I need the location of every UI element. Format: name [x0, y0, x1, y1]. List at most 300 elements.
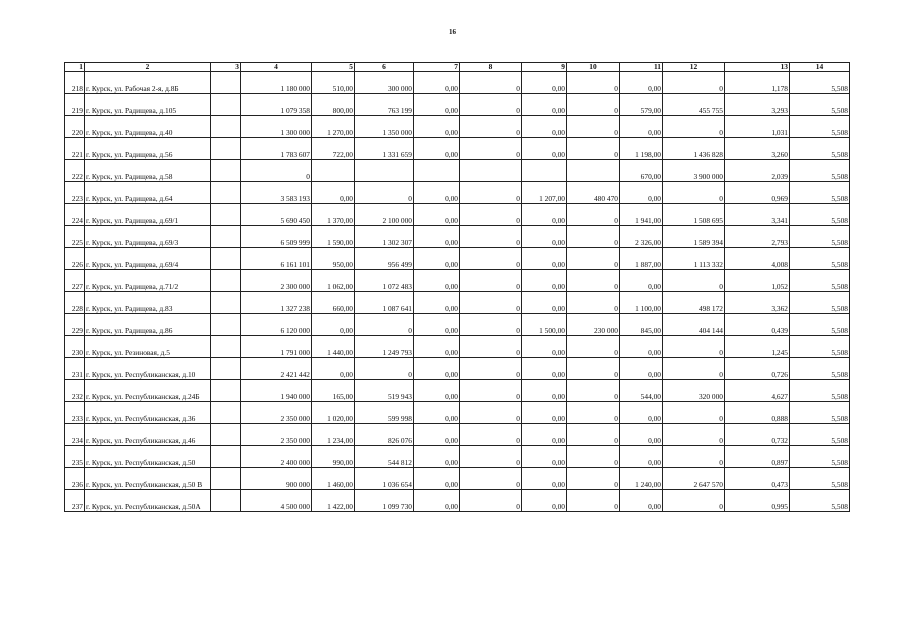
value-cell: 0 [460, 204, 522, 226]
header-row [65, 63, 850, 72]
value-cell: 5,508 [790, 314, 850, 336]
value-cell: 0 [663, 358, 725, 380]
header-cell: 6 [355, 63, 414, 72]
row-index-cell: 221 [65, 138, 85, 160]
header-cell: 3 [211, 63, 241, 72]
value-cell: 0,897 [725, 446, 790, 468]
value-cell: 0,00 [414, 446, 460, 468]
table-row [65, 72, 850, 94]
value-cell: 1 508 695 [663, 204, 725, 226]
value-cell: 0 [663, 490, 725, 512]
value-cell: 0 [567, 72, 620, 94]
header-cell: 2 [85, 63, 211, 72]
value-cell: 0 [567, 116, 620, 138]
data-table [64, 62, 850, 512]
value-cell: 1 436 828 [663, 138, 725, 160]
value-cell [211, 248, 241, 270]
value-cell: 0,00 [522, 358, 567, 380]
row-index-cell: 225 [65, 226, 85, 248]
address-cell: г. Курск, ул. Радищева, д.69/4 [85, 248, 211, 270]
value-cell: 763 199 [355, 94, 414, 116]
value-cell: 1 791 000 [241, 336, 312, 358]
value-cell: 0,00 [414, 72, 460, 94]
value-cell: 1 590,00 [312, 226, 355, 248]
value-cell: 0 [567, 292, 620, 314]
value-cell: 0 [355, 314, 414, 336]
value-cell: 950,00 [312, 248, 355, 270]
value-cell: 0,00 [620, 270, 663, 292]
value-cell: 0,439 [725, 314, 790, 336]
value-cell: 1 270,00 [312, 116, 355, 138]
value-cell: 4,627 [725, 380, 790, 402]
value-cell: 5,508 [790, 160, 850, 182]
value-cell: 1 327 238 [241, 292, 312, 314]
value-cell: 1 350 000 [355, 116, 414, 138]
value-cell [211, 160, 241, 182]
value-cell [567, 160, 620, 182]
value-cell: 1 020,00 [312, 402, 355, 424]
value-cell: 5,508 [790, 490, 850, 512]
value-cell [211, 424, 241, 446]
value-cell: 5,508 [790, 380, 850, 402]
value-cell: 0,00 [522, 248, 567, 270]
row-index-cell: 229 [65, 314, 85, 336]
value-cell: 544 812 [355, 446, 414, 468]
value-cell [211, 270, 241, 292]
value-cell: 1 180 000 [241, 72, 312, 94]
value-cell: 3,293 [725, 94, 790, 116]
value-cell: 0,00 [312, 182, 355, 204]
value-cell: 1 234,00 [312, 424, 355, 446]
value-cell: 1 062,00 [312, 270, 355, 292]
value-cell: 0 [567, 490, 620, 512]
value-cell: 0,00 [414, 358, 460, 380]
value-cell [460, 160, 522, 182]
address-cell: г. Курск, ул. Радищева, д.71/2 [85, 270, 211, 292]
value-cell: 0 [460, 380, 522, 402]
value-cell [211, 138, 241, 160]
value-cell: 2 421 442 [241, 358, 312, 380]
value-cell: 0,00 [522, 138, 567, 160]
value-cell: 1 783 607 [241, 138, 312, 160]
value-cell: 670,00 [620, 160, 663, 182]
value-cell: 0,00 [414, 468, 460, 490]
value-cell: 0 [567, 336, 620, 358]
value-cell: 1,052 [725, 270, 790, 292]
value-cell: 0 [567, 424, 620, 446]
value-cell: 230 000 [567, 314, 620, 336]
value-cell: 900 000 [241, 468, 312, 490]
address-cell: г. Курск, ул. Радищева, д.40 [85, 116, 211, 138]
header-cell: 7 [414, 63, 460, 72]
value-cell: 0,00 [312, 358, 355, 380]
value-cell: 0 [567, 248, 620, 270]
table-row [65, 160, 850, 182]
value-cell: 0,00 [312, 314, 355, 336]
value-cell: 0,00 [620, 336, 663, 358]
value-cell: 5,508 [790, 446, 850, 468]
value-cell: 6 161 101 [241, 248, 312, 270]
table-row [65, 182, 850, 204]
value-cell [211, 446, 241, 468]
value-cell [211, 182, 241, 204]
value-cell [211, 94, 241, 116]
value-cell: 3 900 000 [663, 160, 725, 182]
table-row [65, 204, 850, 226]
value-cell: 0,00 [414, 94, 460, 116]
value-cell: 0 [460, 490, 522, 512]
value-cell: 6 120 000 [241, 314, 312, 336]
value-cell: 5,508 [790, 402, 850, 424]
value-cell: 0,00 [414, 490, 460, 512]
table-row [65, 358, 850, 380]
value-cell: 0,00 [414, 402, 460, 424]
value-cell: 0,00 [522, 402, 567, 424]
row-index-cell: 236 [65, 468, 85, 490]
value-cell: 0 [567, 380, 620, 402]
value-cell: 2 350 000 [241, 402, 312, 424]
value-cell: 0,00 [522, 72, 567, 94]
value-cell: 0 [663, 270, 725, 292]
row-index-cell: 232 [65, 380, 85, 402]
value-cell: 1 207,00 [522, 182, 567, 204]
value-cell: 0,00 [414, 424, 460, 446]
table-row [65, 116, 850, 138]
address-cell: г. Курск, ул. Радищева, д.58 [85, 160, 211, 182]
value-cell: 845,00 [620, 314, 663, 336]
value-cell: 0 [460, 72, 522, 94]
header-cell: 5 [312, 63, 355, 72]
value-cell: 1 460,00 [312, 468, 355, 490]
value-cell: 0 [567, 358, 620, 380]
value-cell: 599 998 [355, 402, 414, 424]
value-cell: 0 [663, 402, 725, 424]
value-cell: 3 583 193 [241, 182, 312, 204]
table-row [65, 424, 850, 446]
address-cell: г. Курск, ул. Республиканская, д.10 [85, 358, 211, 380]
value-cell: 0,00 [522, 336, 567, 358]
table-row [65, 94, 850, 116]
value-cell: 0 [567, 270, 620, 292]
value-cell: 1 589 394 [663, 226, 725, 248]
value-cell: 2 400 000 [241, 446, 312, 468]
value-cell: 0,00 [414, 270, 460, 292]
value-cell: 0,00 [620, 446, 663, 468]
value-cell: 3,341 [725, 204, 790, 226]
value-cell: 498 172 [663, 292, 725, 314]
address-cell: г. Курск, ул. Радищева, д.56 [85, 138, 211, 160]
value-cell: 0,00 [620, 72, 663, 94]
page-number: 16 [449, 28, 456, 36]
value-cell [522, 160, 567, 182]
value-cell [211, 72, 241, 94]
header-cell: 1 [65, 63, 85, 72]
value-cell: 0,00 [522, 468, 567, 490]
table-row [65, 270, 850, 292]
address-cell: г. Курск, ул. Республиканская, д.24Б [85, 380, 211, 402]
value-cell: 0,00 [414, 336, 460, 358]
value-cell: 0,00 [414, 204, 460, 226]
value-cell: 0,888 [725, 402, 790, 424]
header-cell: 9 [522, 63, 567, 72]
value-cell: 0,00 [522, 446, 567, 468]
header-cell: 8 [460, 63, 522, 72]
value-cell [211, 358, 241, 380]
row-index-cell: 237 [65, 490, 85, 512]
value-cell [211, 402, 241, 424]
value-cell: 0 [663, 116, 725, 138]
table-row [65, 336, 850, 358]
value-cell: 300 000 [355, 72, 414, 94]
value-cell: 3,362 [725, 292, 790, 314]
header-cell: 10 [567, 63, 620, 72]
value-cell: 0,00 [620, 490, 663, 512]
address-cell: г. Курск, ул. Республиканская, д.50 В [85, 468, 211, 490]
value-cell: 0,00 [522, 116, 567, 138]
value-cell: 5,508 [790, 424, 850, 446]
value-cell: 404 144 [663, 314, 725, 336]
value-cell: 0,00 [620, 358, 663, 380]
value-cell: 1 500,00 [522, 314, 567, 336]
table-row [65, 490, 850, 512]
value-cell: 0,00 [522, 226, 567, 248]
address-cell: г. Курск, ул. Радищева, д.105 [85, 94, 211, 116]
value-cell: 0,00 [414, 116, 460, 138]
value-cell [211, 490, 241, 512]
value-cell: 5,508 [790, 226, 850, 248]
value-cell: 0 [460, 94, 522, 116]
value-cell: 0 [460, 424, 522, 446]
value-cell: 1 941,00 [620, 204, 663, 226]
value-cell: 2 350 000 [241, 424, 312, 446]
value-cell: 510,00 [312, 72, 355, 94]
value-cell: 1 302 307 [355, 226, 414, 248]
value-cell: 1 072 483 [355, 270, 414, 292]
value-cell: 0,969 [725, 182, 790, 204]
address-cell: г. Курск, ул. Рабочая 2-я, д.8Б [85, 72, 211, 94]
value-cell: 0 [567, 468, 620, 490]
value-cell: 2,793 [725, 226, 790, 248]
value-cell: 0 [567, 446, 620, 468]
value-cell: 544,00 [620, 380, 663, 402]
address-cell: г. Курск, ул. Радищева, д.69/1 [85, 204, 211, 226]
value-cell: 0 [460, 446, 522, 468]
value-cell: 5,508 [790, 468, 850, 490]
value-cell: 0,00 [414, 380, 460, 402]
value-cell: 0 [567, 94, 620, 116]
value-cell: 0,00 [414, 226, 460, 248]
value-cell: 0 [460, 116, 522, 138]
value-cell: 2 300 000 [241, 270, 312, 292]
value-cell: 5,508 [790, 248, 850, 270]
value-cell: 5,508 [790, 358, 850, 380]
value-cell: 0 [460, 138, 522, 160]
value-cell: 480 470 [567, 182, 620, 204]
value-cell: 2 100 000 [355, 204, 414, 226]
value-cell: 0,00 [414, 182, 460, 204]
value-cell: 2 326,00 [620, 226, 663, 248]
value-cell: 5,508 [790, 292, 850, 314]
value-cell: 0,00 [522, 380, 567, 402]
value-cell: 1 370,00 [312, 204, 355, 226]
address-cell: г. Курск, ул. Радищева, д.83 [85, 292, 211, 314]
value-cell: 4 500 000 [241, 490, 312, 512]
value-cell: 4,008 [725, 248, 790, 270]
value-cell: 826 076 [355, 424, 414, 446]
value-cell: 2 647 570 [663, 468, 725, 490]
table-row [65, 468, 850, 490]
value-cell: 0 [355, 358, 414, 380]
row-index-cell: 226 [65, 248, 85, 270]
value-cell: 0 [663, 72, 725, 94]
value-cell: 0 [663, 336, 725, 358]
value-cell [312, 160, 355, 182]
value-cell: 0 [663, 182, 725, 204]
address-cell: г. Курск, ул. Радищева, д.69/3 [85, 226, 211, 248]
row-index-cell: 222 [65, 160, 85, 182]
value-cell: 1,031 [725, 116, 790, 138]
row-index-cell: 228 [65, 292, 85, 314]
header-cell: 14 [790, 63, 850, 72]
address-cell: г. Курск, ул. Резиновая, д.5 [85, 336, 211, 358]
table-row [65, 380, 850, 402]
address-cell: г. Курск, ул. Республиканская, д.46 [85, 424, 211, 446]
value-cell: 1 087 641 [355, 292, 414, 314]
header-cell: 12 [663, 63, 725, 72]
table-row [65, 446, 850, 468]
value-cell: 0 [663, 446, 725, 468]
value-cell: 0 [241, 160, 312, 182]
value-cell: 0 [567, 226, 620, 248]
value-cell: 722,00 [312, 138, 355, 160]
value-cell: 800,00 [312, 94, 355, 116]
value-cell: 0,00 [522, 490, 567, 512]
value-cell: 5,508 [790, 182, 850, 204]
value-cell: 0 [567, 138, 620, 160]
value-cell: 2,039 [725, 160, 790, 182]
value-cell: 1 036 654 [355, 468, 414, 490]
value-cell [211, 116, 241, 138]
row-index-cell: 223 [65, 182, 85, 204]
value-cell: 1 100,00 [620, 292, 663, 314]
value-cell: 0,726 [725, 358, 790, 380]
value-cell: 1 198,00 [620, 138, 663, 160]
value-cell: 1 887,00 [620, 248, 663, 270]
address-cell: г. Курск, ул. Радищева, д.64 [85, 182, 211, 204]
row-index-cell: 235 [65, 446, 85, 468]
value-cell: 3,260 [725, 138, 790, 160]
value-cell: 1 440,00 [312, 336, 355, 358]
value-cell: 990,00 [312, 446, 355, 468]
value-cell: 1 422,00 [312, 490, 355, 512]
value-cell [355, 160, 414, 182]
value-cell: 0,00 [522, 270, 567, 292]
value-cell: 5 690 450 [241, 204, 312, 226]
value-cell: 5,508 [790, 94, 850, 116]
row-index-cell: 230 [65, 336, 85, 358]
value-cell: 1,178 [725, 72, 790, 94]
value-cell: 956 499 [355, 248, 414, 270]
value-cell: 1 331 659 [355, 138, 414, 160]
value-cell: 5,508 [790, 72, 850, 94]
value-cell: 0,732 [725, 424, 790, 446]
value-cell [211, 204, 241, 226]
value-cell: 5,508 [790, 116, 850, 138]
value-cell: 0,00 [620, 402, 663, 424]
value-cell: 0,00 [522, 94, 567, 116]
row-index-cell: 219 [65, 94, 85, 116]
value-cell: 1 300 000 [241, 116, 312, 138]
table-row [65, 314, 850, 336]
table-row [65, 226, 850, 248]
address-cell: г. Курск, ул. Республиканская, д.50А [85, 490, 211, 512]
value-cell [211, 292, 241, 314]
value-cell: 5,508 [790, 270, 850, 292]
value-cell: 0,00 [414, 248, 460, 270]
row-index-cell: 231 [65, 358, 85, 380]
value-cell [414, 160, 460, 182]
value-cell: 5,508 [790, 138, 850, 160]
row-index-cell: 218 [65, 72, 85, 94]
value-cell: 0,473 [725, 468, 790, 490]
value-cell: 1 940 000 [241, 380, 312, 402]
value-cell: 0 [460, 336, 522, 358]
table-row [65, 292, 850, 314]
value-cell: 0 [460, 226, 522, 248]
value-cell: 0,00 [522, 424, 567, 446]
value-cell [211, 314, 241, 336]
value-cell: 165,00 [312, 380, 355, 402]
value-cell [211, 468, 241, 490]
value-cell: 0 [663, 424, 725, 446]
value-cell: 660,00 [312, 292, 355, 314]
value-cell: 0 [355, 182, 414, 204]
value-cell [211, 226, 241, 248]
value-cell: 519 943 [355, 380, 414, 402]
value-cell: 0,995 [725, 490, 790, 512]
value-cell: 0,00 [414, 292, 460, 314]
row-index-cell: 233 [65, 402, 85, 424]
table-row [65, 138, 850, 160]
row-index-cell: 227 [65, 270, 85, 292]
header-cell: 11 [620, 63, 663, 72]
value-cell: 0,00 [522, 204, 567, 226]
value-cell: 0 [460, 358, 522, 380]
value-cell: 5,508 [790, 204, 850, 226]
value-cell: 320 000 [663, 380, 725, 402]
address-cell: г. Курск, ул. Радищева, д.86 [85, 314, 211, 336]
value-cell [211, 380, 241, 402]
value-cell: 0 [460, 182, 522, 204]
address-cell: г. Курск, ул. Республиканская, д.50 [85, 446, 211, 468]
value-cell: 1 240,00 [620, 468, 663, 490]
table-body [65, 72, 850, 512]
value-cell: 1 113 332 [663, 248, 725, 270]
value-cell: 6 509 999 [241, 226, 312, 248]
value-cell: 0 [460, 468, 522, 490]
table-row [65, 402, 850, 424]
value-cell: 0 [567, 204, 620, 226]
value-cell: 579,00 [620, 94, 663, 116]
value-cell: 0,00 [522, 292, 567, 314]
value-cell: 0,00 [620, 182, 663, 204]
row-index-cell: 234 [65, 424, 85, 446]
value-cell: 0,00 [620, 116, 663, 138]
header-cell: 13 [725, 63, 790, 72]
value-cell: 455 755 [663, 94, 725, 116]
value-cell: 0 [460, 402, 522, 424]
value-cell: 5,508 [790, 336, 850, 358]
